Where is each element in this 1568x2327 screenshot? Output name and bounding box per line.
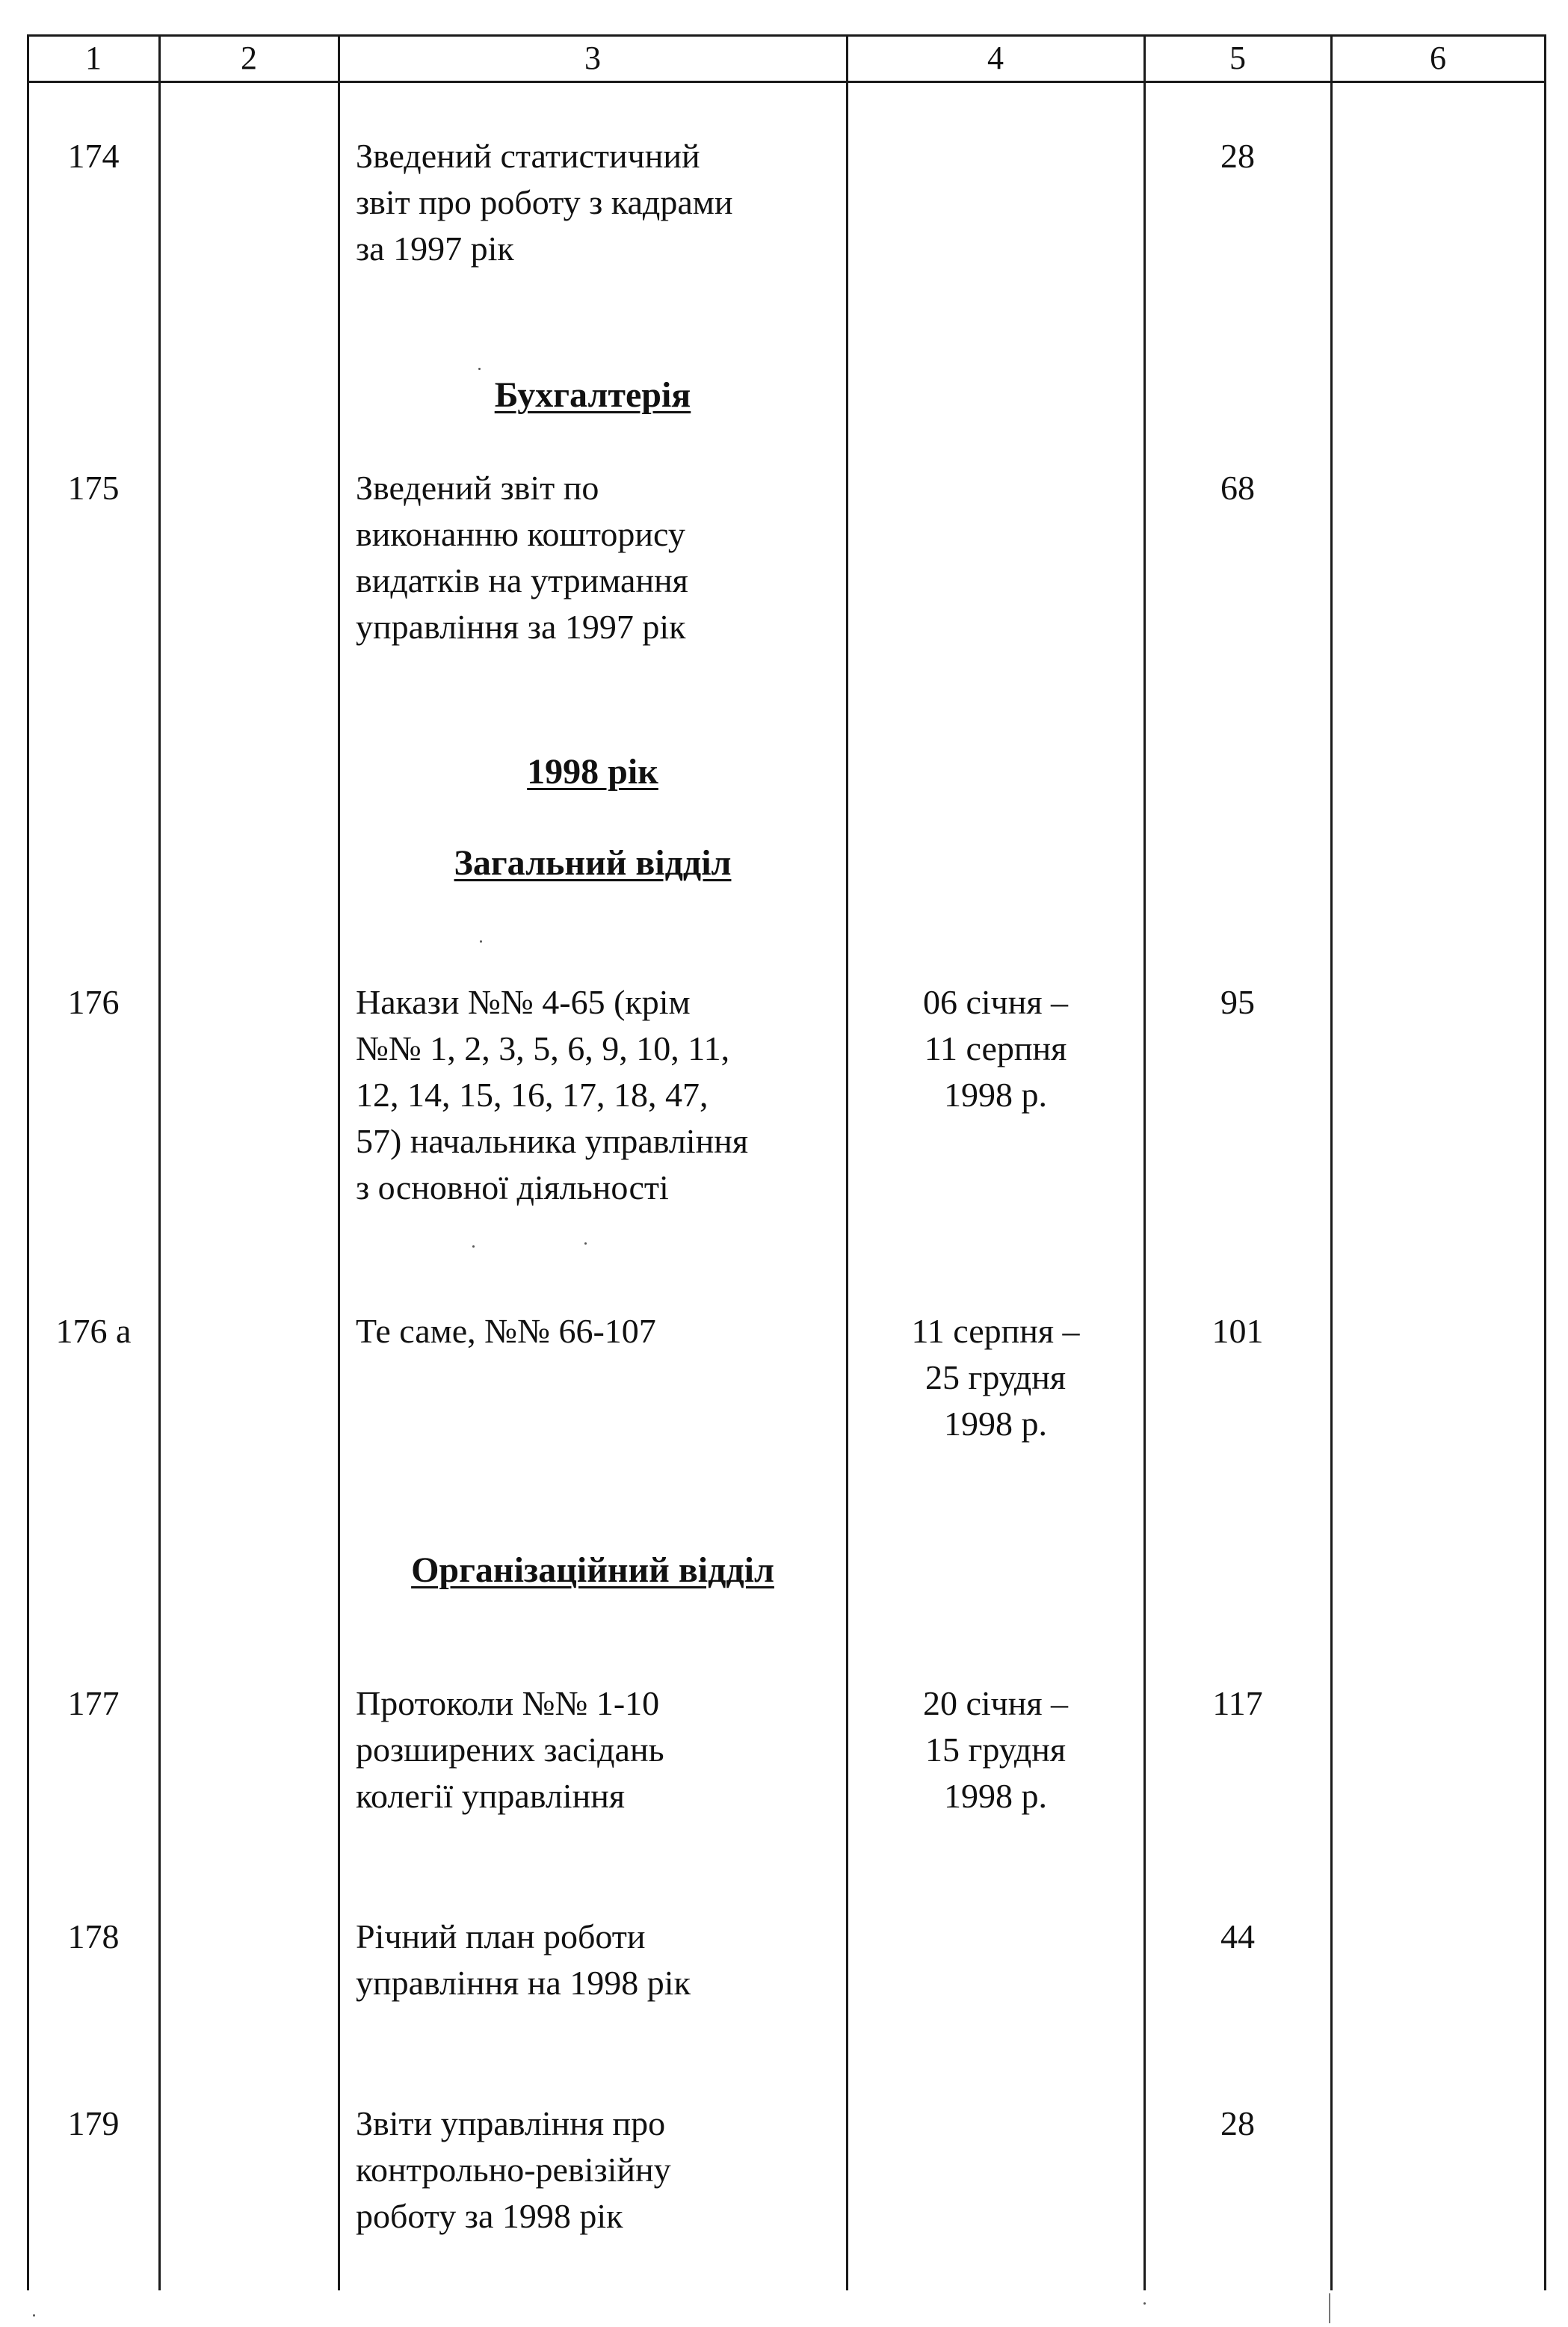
row-description: Звіти управління про контрольно-ревізійну роботу за 1998 рік: [356, 2104, 671, 2235]
row-count: 68: [1220, 469, 1255, 507]
section-heading-general-department: Загальний відділ: [454, 843, 732, 883]
row-description: Накази №№ 4-65 (крім №№ 1, 2, 3, 5, 6, 9, 10, 11, 12, 14, 15, 16, 17, 18, 47, 57) начальника управління з основної діяльності: [356, 983, 748, 1206]
row-description: Зведений статистичний звіт про роботу з кадрами за 1997 рік: [356, 137, 733, 268]
row-description: Зведений звіт по виконанню кошторису видатків на утримання управління за 1997 рік: [356, 469, 688, 646]
col-border-3-4: [846, 34, 848, 2290]
scan-speck: [1143, 2302, 1146, 2305]
row-count: 95: [1220, 983, 1255, 1021]
col-border-5-6: [1330, 34, 1333, 2290]
scan-speck: [478, 368, 481, 370]
row-number: 176: [67, 983, 120, 1021]
row-number: 176 а: [55, 1312, 132, 1350]
scan-artifact-line: [1329, 2293, 1330, 2323]
section-heading-organizational-department: Організаційний відділ: [411, 1550, 774, 1590]
section-heading-year: 1998 рік: [527, 752, 658, 792]
row-description: Річний план роботи управління на 1998 рік: [356, 1917, 691, 2002]
col-border-1-2: [158, 34, 161, 2290]
row-number: 177: [67, 1684, 120, 1722]
row-number: 175: [67, 469, 120, 507]
header-col-6: 6: [1430, 40, 1446, 76]
header-bottom-border: [27, 81, 1546, 83]
header-col-2: 2: [241, 40, 257, 76]
row-description: Протоколи №№ 1-10 розширених засідань колегії управління: [356, 1684, 664, 1815]
row-count: 28: [1220, 137, 1255, 175]
row-count: 101: [1212, 1312, 1264, 1350]
header-col-1: 1: [85, 40, 102, 76]
scan-speck: [33, 2314, 35, 2317]
row-date-range: 11 серпня – 25 грудня 1998 р.: [911, 1312, 1080, 1443]
scan-speck: [584, 1242, 587, 1245]
scan-speck: [472, 1245, 475, 1248]
row-count: 28: [1220, 2104, 1255, 2142]
row-date-range: 06 січня – 11 серпня 1998 р.: [922, 983, 1069, 1114]
section-heading-accounting: Бухгалтерія: [494, 375, 691, 415]
col-border-right: [1544, 34, 1546, 2290]
row-description: Те саме, №№ 66-107: [356, 1312, 656, 1350]
header-col-4: 4: [987, 40, 1004, 76]
row-date-range: 20 січня – 15 грудня 1998 р.: [922, 1684, 1069, 1815]
header-col-5: 5: [1229, 40, 1246, 76]
scan-speck: [480, 940, 482, 943]
row-count: 44: [1220, 1917, 1255, 1955]
row-number: 178: [67, 1917, 120, 1955]
header-col-3: 3: [584, 40, 601, 76]
row-number: 179: [67, 2104, 120, 2142]
row-number: 174: [67, 137, 120, 175]
row-count: 117: [1212, 1684, 1263, 1722]
